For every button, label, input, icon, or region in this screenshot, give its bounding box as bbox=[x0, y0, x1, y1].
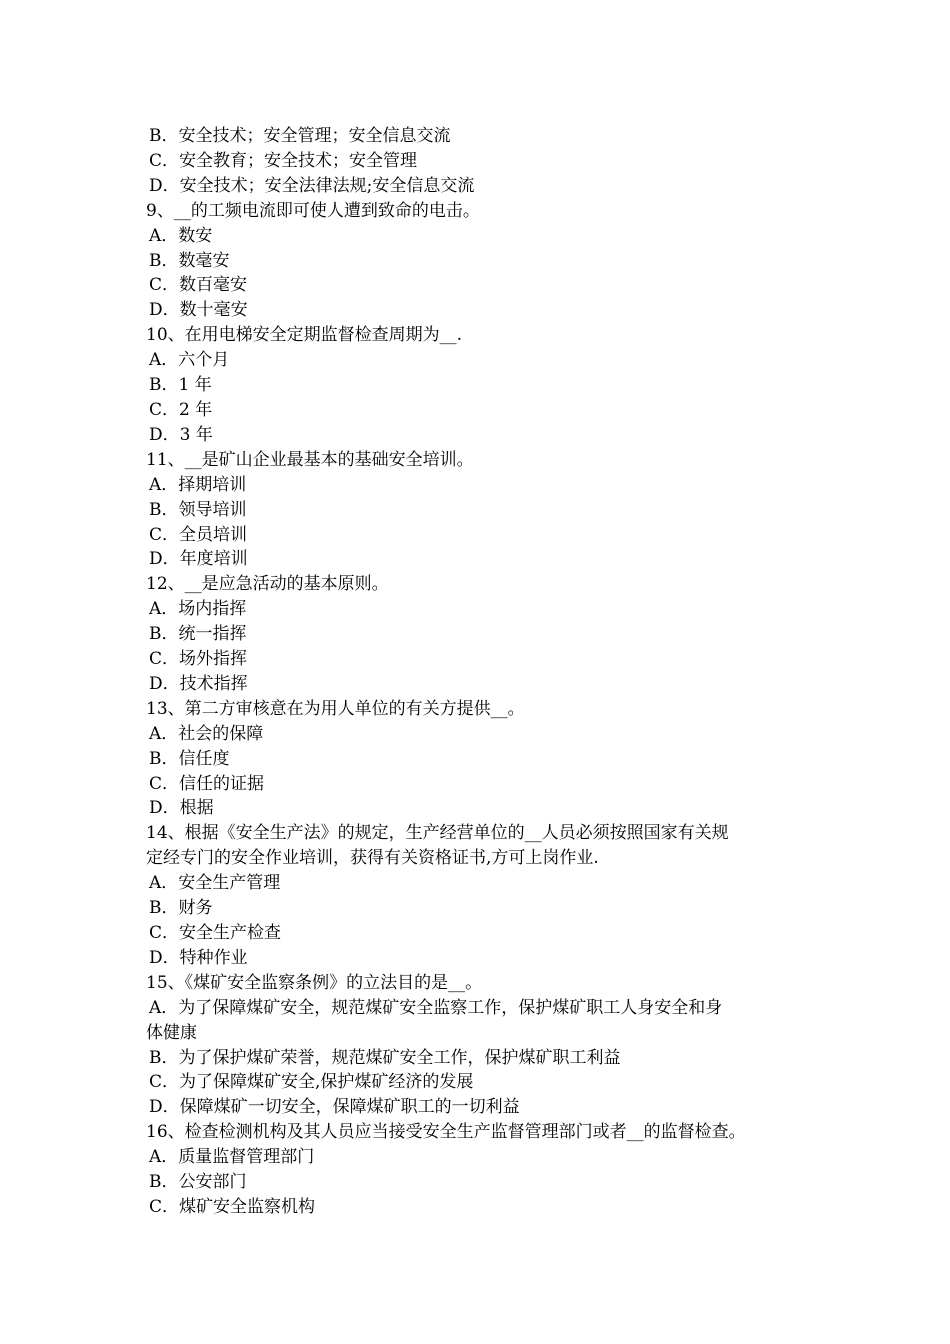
question-text-line: 12、__是应急活动的基本原则。 bbox=[146, 574, 389, 595]
question-text-line: 10、在用电梯安全定期监督检查周期为__. bbox=[146, 325, 463, 346]
answer-option-line: B．领导培训 bbox=[149, 499, 247, 520]
answer-option-line: D．保障煤矿一切安全，保障煤矿职工的一切利益 bbox=[149, 1097, 520, 1118]
answer-option-line: C．煤矿安全监察机构 bbox=[149, 1196, 316, 1217]
question-text-line: 11、__是矿山企业最基本的基础安全培训。 bbox=[146, 449, 474, 470]
answer-option-line: A．择期培训 bbox=[149, 474, 247, 495]
answer-option-line: B．安全技术；安全管理；安全信息交流 bbox=[149, 126, 451, 146]
answer-option-line: D．技术指挥 bbox=[149, 673, 248, 694]
answer-option-line: C．为了保障煤矿安全,保护煤矿经济的发展 bbox=[149, 1072, 474, 1093]
question-text-line: 定经专门的安全作业培训，获得有关资格证书,方可上岗作业. bbox=[146, 848, 599, 869]
answer-option-line: C．信任的证据 bbox=[149, 773, 265, 794]
answer-option-line: D．特种作业 bbox=[149, 947, 248, 968]
answer-option-line: D．数十毫安 bbox=[149, 300, 248, 321]
answer-option-line: A．安全生产管理 bbox=[149, 873, 281, 894]
answer-option-line: C．场外指挥 bbox=[149, 649, 248, 670]
answer-option-line: A．为了保障煤矿安全，规范煤矿安全监察工作，保护煤矿职工人身安全和身 bbox=[149, 997, 723, 1018]
answer-option-line: C．安全生产检查 bbox=[149, 923, 282, 943]
answer-option-line: B．公安部门 bbox=[149, 1172, 247, 1193]
question-text-line: 体健康 bbox=[146, 1022, 197, 1043]
question-text-line: 14、根据《安全生产法》的规定，生产经营单位的__人员必须按照国家有关规 bbox=[146, 823, 729, 844]
answer-option-line: A．场内指挥 bbox=[149, 599, 247, 620]
question-text-line: 9、__的工频电流即可使人遭到致命的电击。 bbox=[146, 200, 480, 221]
answer-option-line: B．1 年 bbox=[149, 375, 212, 396]
answer-option-line: B．信任度 bbox=[149, 748, 230, 769]
question-text-line: 13、第二方审核意在为用人单位的有关方提供__。 bbox=[146, 698, 525, 719]
answer-option-line: A．数安 bbox=[149, 225, 213, 246]
answer-option-line: D．年度培训 bbox=[149, 549, 248, 570]
answer-option-line: C．全员培训 bbox=[149, 524, 248, 545]
document-body bbox=[146, 124, 816, 1220]
question-text-line: 16、检查检测机构及其人员应当接受安全生产监督管理部门或者__的监督检查。 bbox=[146, 1122, 746, 1143]
question-text-line: 15、《煤矿安全监察条例》的立法目的是__。 bbox=[146, 972, 483, 993]
answer-option-line: B．数毫安 bbox=[149, 250, 230, 271]
answer-option-line: D．安全技术；安全法律法规;安全信息交流 bbox=[149, 175, 475, 196]
answer-option-line: C．安全教育；安全技术；安全管理 bbox=[149, 150, 418, 171]
answer-option-line: A．六个月 bbox=[149, 350, 230, 371]
answer-option-line: B．财务 bbox=[149, 898, 213, 919]
answer-option-line: A．社会的保障 bbox=[149, 723, 264, 744]
answer-option-line: C．2 年 bbox=[149, 399, 213, 420]
answer-option-line: D．3 年 bbox=[149, 424, 213, 445]
answer-option-line: A．质量监督管理部门 bbox=[149, 1147, 315, 1168]
answer-option-line: B．统一指挥 bbox=[149, 624, 247, 645]
answer-option-line: C．数百毫安 bbox=[149, 275, 248, 296]
answer-option-line: B．为了保护煤矿荣誉，规范煤矿安全工作，保护煤矿职工利益 bbox=[149, 1047, 621, 1068]
answer-option-line: D．根据 bbox=[149, 798, 214, 819]
